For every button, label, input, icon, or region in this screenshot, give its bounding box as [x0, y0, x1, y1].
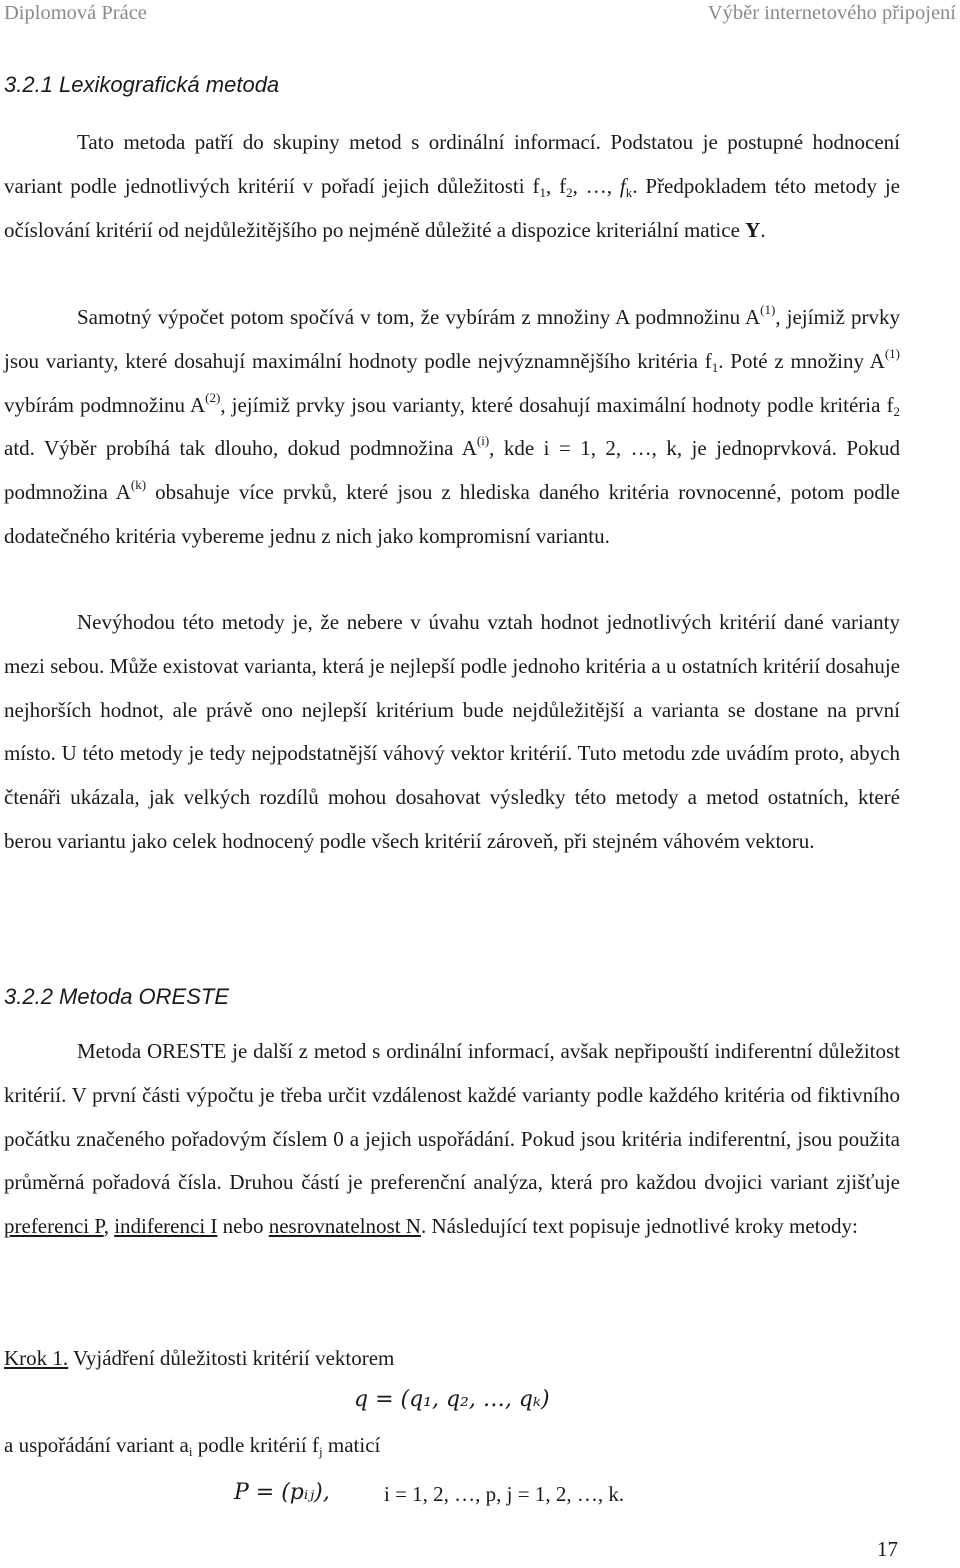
- paragraph-321-2: Samotný výpočet potom spočívá v tom, že vybírám z množiny A podmnožinu $A^{(1)}$, jejímiž prvky jsou varianty, které dosahují maximální hodnoty podle nejvýznamnějšího kritéria $f_1$. Poté z množiny $A^{(1)}$ vybírám podmnožinu $A^{(2)}$, jejímiž prvky jsou varianty, které dosahují maximální hodnoty podle kritéria $f_2$ atd. Výběr probíhá tak dlouho, dokud podmnožina $A^{(i)}$, kde i = 1, 2, …, k, je jednoprvková. Pokud podmnožina $A^{(k)}$ obsahuje více prvků, které jsou z hlediska daného kritéria rovnocenné, potom podle dodatečného kritéria vybereme jednu z nich jako kompromisní variantu.: [4, 302, 900, 548]
- link-nesrovnatelnost: nesrovnatelnost N: [268, 1214, 421, 1239]
- header-right: Výběr internetového připojení: [707, 2, 956, 24]
- step-1: Krok 1. Vyjádření důležitosti kritérií vektorem: [4, 1346, 395, 1370]
- link-preference: preferenci P: [4, 1214, 104, 1239]
- page-header: [4, 2, 956, 28]
- header-left: Diplomová Práce: [4, 2, 147, 24]
- paragraph-321-1: Tato metoda patří do skupiny metod s ordinální informací. Podstatou je postupné hodnocení variant podle jednotlivých kritérií v pořadí jejich důležitosti $f_1$, $f_2$, …, $f_k$. Předpokladem této metody je očíslování kritérií od nejdůležitějšího po nejméně důležité a dispozice kriteriální matice Y.: [4, 130, 900, 242]
- heading-3-2-2: 3.2.2 Metoda ORESTE: [4, 984, 229, 1009]
- paragraph-322-1: Metoda ORESTE je další z metod s ordinální informací, avšak nepřipouští indiferentní důležitost kritérií. V první části výpočtu je třeba určit vzdálenost každé varianty podle každého kritéria od fiktivního počátku značeného pořadovým číslem 0 a jejich uspořádání. Pokud jsou kritéria indiferentní, jsou použita průměrná pořadová čísla. Druhou částí je preferenční analýza, která pro každou dvojici variant zjišťuje preferenci P, indiferenci I nebo nesrovnatelnost N. Následující text popisuje jednotlivé kroky metody:: [4, 1039, 900, 1239]
- link-indiference: indiferenci I: [114, 1214, 218, 1239]
- step-1-label: Krok 1.: [4, 1346, 69, 1370]
- formula-p: P = (pᵢⱼ),: [234, 1480, 330, 1505]
- matrix-text: a uspořádání variant $a_i$ podle kritérií $f_j$ maticí: [4, 1433, 381, 1459]
- heading-3-2-1: 3.2.1 Lexikografická metoda: [4, 72, 280, 97]
- formula-q: q = (q₁, q₂, …, qₖ): [354, 1387, 550, 1412]
- paragraph-321-3: Nevýhodou této metody je, že nebere v úvahu vztah hodnot jednotlivých kritérií dané varianty mezi sebou. Může existovat varianta, která je nejlepší podle jednoho kritéria a u ostatních kritérií dosahuje nejhorších hodnot, ale právě ono nejlepší kritérium bude nejdůležitější a varianta se dostane na první místo. U této metody je tedy nejpodstatnější váhový vektor kritérií. Tuto metodu zde uvádím proto, abych čtenáři ukázala, jak velkých rozdílů mohou dosahovat výsledky této metody a metod ostatních, které berou variantu jako celek hodnocený podle všech kritérií zároveň, při stejném váhovém vektoru.: [4, 610, 900, 853]
- formula-p-range: i = 1, 2, …, p, j = 1, 2, …, k.: [384, 1482, 625, 1506]
- page-number: 17: [877, 1537, 898, 1561]
